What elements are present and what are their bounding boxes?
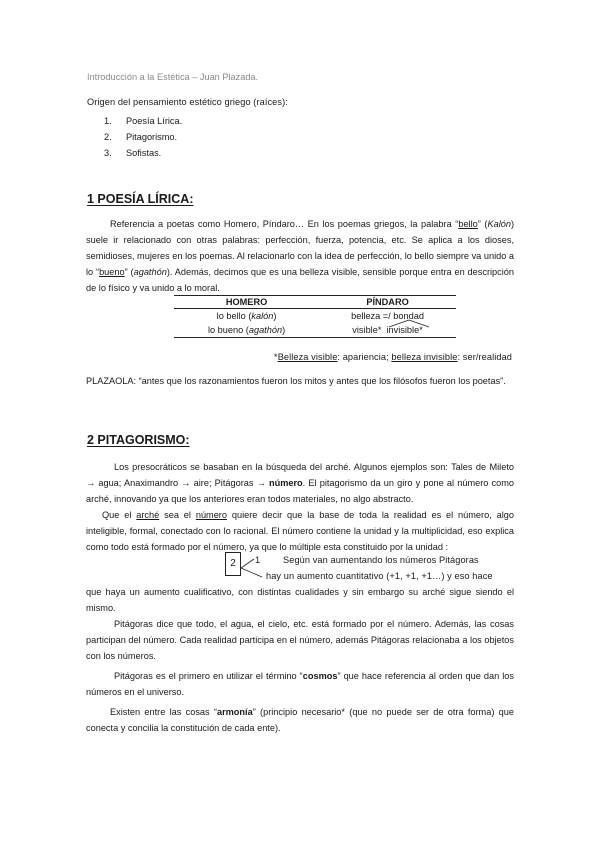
- term-armonia: armonía: [216, 707, 253, 717]
- term-numero-underlined: número: [195, 510, 227, 520]
- number-box: 2: [225, 552, 241, 576]
- term-cosmos: cosmos: [302, 671, 338, 681]
- origins-list: [104, 113, 182, 161]
- term-bello: bello: [458, 219, 478, 229]
- list-text: Poesía Lírica.: [126, 116, 183, 126]
- pitagorismo-paragraph-1: Los presocráticos se basaban en la búsqueda del arché. Algunos ejemplos son: Tales de Mileto → agua; Anaximandro → aire; Pitágoras → número. El pitagorismo da un giro y pone al número como arché, innovando ya que los anteriores eran todos materiales, no algo abstracto.: [86, 462, 515, 504]
- pitagorismo-paragraph-4: Pitágoras es el primero en utilizar el término “cosmos” que hace referencia al orden que dan los números en el universo.: [86, 671, 514, 697]
- term-numero: número: [268, 478, 303, 488]
- table-header-homero: HOMERO: [174, 296, 319, 309]
- table-row: [174, 323, 456, 338]
- section-title-pitagorismo: 2 PITAGORISMO:: [87, 433, 190, 447]
- term-kalon: Kalón: [487, 219, 511, 229]
- term-bueno: bueno: [99, 267, 125, 277]
- list-item: [104, 145, 182, 161]
- table-cell: visible* invisible*: [319, 323, 456, 338]
- unit-one-label: 1: [255, 555, 261, 565]
- list-number: 1.: [104, 116, 112, 126]
- document-header: Introducción a la Estética – Juan Plazada.: [87, 72, 259, 82]
- intro-line: Origen del pensamiento estético griego (raíces):: [87, 97, 288, 107]
- pitagorismo-paragraph-2-tail: que haya un aumento cualificativo, con distintas cualidades y sin embargo su arché sigue siendo el mismo.: [86, 587, 514, 613]
- table-cell: lo bueno (agathón): [174, 323, 319, 338]
- pitagorismo-paragraph-2: Que el arché sea el número quiere decir que la base de toda la realidad es el número, algo inteligible, formal, conectado con lo racional. El número contiene la unidad y la multiplicidad, eso explica como todo está formado por el número, ya que lo múltiple esta constituido por la unidad :: [86, 510, 515, 552]
- homero-pindaro-table: [174, 295, 456, 338]
- term-arche: arché: [136, 510, 160, 520]
- visibility-note: *Belleza visible: apariencia; belleza invisible: ser/realidad: [274, 352, 512, 362]
- branch-arrows-icon: [375, 319, 445, 329]
- pitagorismo-paragraph-3: Pitágoras dice que todo, el agua, el cielo, etc. está formado por el número. Además, las cosas participan del número. Cada realidad participa en el número, además Pitágoras relacionaba a los objetos con los números.: [86, 619, 514, 661]
- list-text: Sofistas.: [126, 148, 162, 158]
- section-title-poesia: 1 POESÍA LÍRICA:: [87, 192, 194, 206]
- list-item: [104, 129, 182, 145]
- plazaola-quote: PLAZAOLA: “antes que los razonamientos fueron los mitos y antes que los filósofos fueron los poetas”.: [86, 376, 506, 386]
- list-text: Pitagorismo.: [126, 132, 178, 142]
- list-number: 3.: [104, 148, 112, 158]
- term-agathon: agathón: [133, 267, 167, 277]
- table-header-pindaro: PÍNDARO: [319, 296, 456, 309]
- increase-text-2: hay un aumento cuantitativo (+1, +1, +1…) y eso hace: [266, 571, 493, 581]
- list-item: [104, 113, 182, 129]
- list-number: 2.: [104, 132, 112, 142]
- poesia-paragraph: Referencia a poetas como Homero, Píndaro… En los poemas griegos, la palabra “bello” (Kalón) suele ir relacionado con otras palabras: perfección, fuerza, potencia, etc. Se aplica a los dioses, semidioses, mujeres en los poemas. Al relacionarlo con la idea de perfección, lo bello siempre va unido a lo “bueno” (agathón). Además, decimos que es una belleza visible, sensible porque entra en descripción de lo físico y va unido a lo moral.: [86, 219, 515, 293]
- pitagorismo-paragraph-5: Existen entre las cosas “armonía” (principio necesario* (que no puede ser de otra forma) que conecta y concilia la constitución de cada ente).: [86, 707, 514, 733]
- table-cell: lo bello (kalón): [216, 311, 277, 321]
- increase-text-1: Según van aumentando los números Pitágoras: [283, 555, 479, 565]
- table-cell: belleza =/ bondad: [351, 311, 424, 321]
